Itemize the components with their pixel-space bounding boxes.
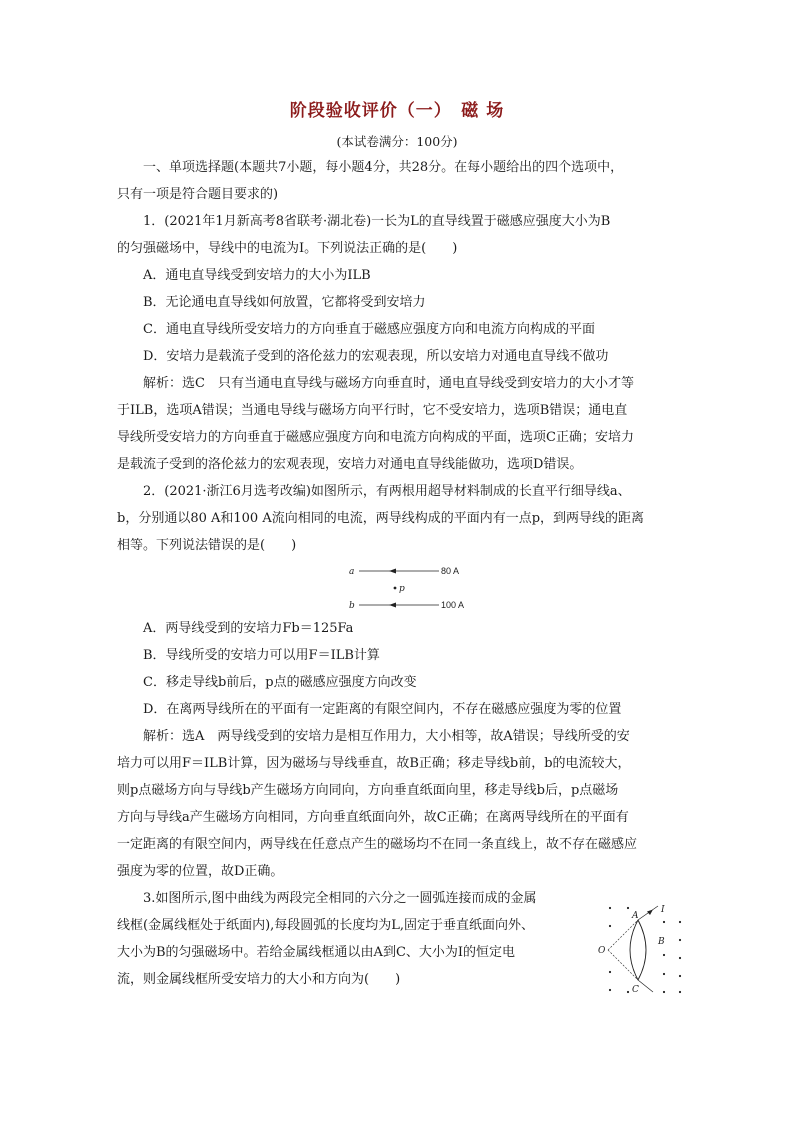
analysis-line: 则p点磁场方向与导线b产生磁场方向同向，方向垂直纸面向里，移走导线b后，p点磁场 <box>117 783 619 798</box>
analysis-line: 一定距离的有限空间内，两导线在任意点产生的磁场均不在同一条直线上，故不存在磁感应 <box>117 837 638 852</box>
radius-oc <box>608 950 638 980</box>
wire-a-label: a <box>349 567 355 577</box>
current-arrow-icon <box>647 910 653 916</box>
label-o: O <box>598 946 606 956</box>
question-stem-line: 2．(2021·浙江6月选考改编)如图所示，有两根用超导材料制成的长直平行细导线a、 <box>143 484 631 499</box>
analysis-line: 导线所受安培力的方向垂直于磁感应强度方向和电流方向构成的平面，选项C正确；安培力 <box>117 430 634 445</box>
analysis-line: 是载流子受到的洛伦兹力的宏观表现，安培力对通电直导线能做功，选项D错误。 <box>117 457 583 472</box>
question-1 <box>117 208 677 478</box>
lead-in <box>638 906 658 920</box>
option-b: B．导线所受的安培力可以用F＝ILB计算 <box>143 648 380 663</box>
option-b: B．无论通电直导线如何放置，它都将受到安培力 <box>143 295 426 310</box>
analysis-line: 解析：选C 只有当通电直导线与磁场方向垂直时，通电直导线受到安培力的大小才等 <box>143 376 634 391</box>
current-b-label: 100 A <box>441 600 465 610</box>
section-heading <box>117 154 677 208</box>
section-line: 一、单项选择题(本题共7小题，每小题4分，共28分。在每小题给出的四个选项中， <box>143 160 624 175</box>
analysis-line: 培力可以用F＝ILB计算，因为磁场与导线垂直，故B正确；移走导线b前，b的电流较大， <box>117 756 631 771</box>
page-subtitle: (本试卷满分：100分) <box>336 134 458 149</box>
question-stem-line: b，分别通以80 A和100 A流向相同的电流，两导线构成的平面内有一点p，到两导线的距离 <box>117 511 645 526</box>
arc-frame-figure <box>598 900 690 1000</box>
question-2-options <box>117 615 677 885</box>
option-c: C．移走导线b前后，p点的磁感应强度方向改变 <box>143 675 417 690</box>
point-p-label: p <box>399 584 405 594</box>
radius-oa <box>608 920 638 950</box>
magnetic-field-dots <box>609 907 681 993</box>
analysis-line: 解析：选A 两导线受到的安培力是相互作用力，大小相等，故A错误；导线所受的安 <box>143 729 630 744</box>
wire-b-label: b <box>349 601 355 611</box>
option-a: A．通电直导线受到安培力的大小为ILB <box>143 268 371 283</box>
question-stem-line: 的匀强磁场中，导线中的电流为I。下列说法正确的是( ) <box>117 241 458 256</box>
arc-right <box>638 920 646 980</box>
label-b: B <box>658 937 665 947</box>
arc-left <box>630 920 638 980</box>
parallel-wires-figure <box>345 560 485 620</box>
section-line: 只有一项是符合题目要求的) <box>117 187 279 202</box>
question-2-stem <box>117 478 677 559</box>
question-stem-line: 大小为B的匀强磁场中。若给金属线框通以由A到C、大小为I的恒定电 <box>117 945 516 960</box>
lead-out <box>638 980 653 992</box>
arrow-b-icon <box>389 603 396 608</box>
question-stem-line: 1．(2021年1月新高考8省联考·湖北卷)一长为L的直导线置于磁感应强度大小为B <box>143 214 611 229</box>
question-stem-line: 相等。下列说法错误的是( ) <box>117 538 297 553</box>
question-stem-line: 流，则金属线框所受安培力的大小和方向为( ) <box>117 972 401 987</box>
option-a: A．两导线受到的安培力Fb＝125Fa <box>143 621 354 636</box>
option-c: C．通电直导线所受安培力的方向垂直于磁感应强度方向和电流方向构成的平面 <box>143 322 595 337</box>
question-3 <box>117 885 587 993</box>
arrow-a-icon <box>389 569 396 574</box>
analysis-line: 强度为零的位置，故D正确。 <box>117 864 284 879</box>
point-p <box>394 587 397 590</box>
question-stem-line: 线框(金属线框处于纸面内),每段圆弧的长度均为L,固定于垂直纸面向外、 <box>117 918 535 933</box>
label-i: I <box>661 905 665 915</box>
analysis-line: 方向与导线a产生磁场方向相同，方向垂直纸面向外，故C正确；在离两导线所在的平面有 <box>117 810 629 825</box>
current-a-label: 80 A <box>441 566 460 576</box>
page-title: 阶段验收评价（一） 磁 场 <box>289 101 505 121</box>
question-stem-line: 3.如图所示,图中曲线为两段完全相同的六分之一圆弧连接而成的金属 <box>143 891 537 906</box>
analysis-line: 于ILB，选项A错误；当通电导线与磁场方向平行时，它不受安培力，选项B错误；通电直 <box>117 403 628 418</box>
label-a: A <box>632 911 639 921</box>
option-d: D．安培力是载流子受到的洛伦兹力的宏观表现，所以安培力对通电直导线不做功 <box>143 349 609 364</box>
label-c: C <box>632 985 639 995</box>
option-d: D．在离两导线所在的平面有一定距离的有限空间内，不存在磁感应强度为零的位置 <box>143 702 622 717</box>
